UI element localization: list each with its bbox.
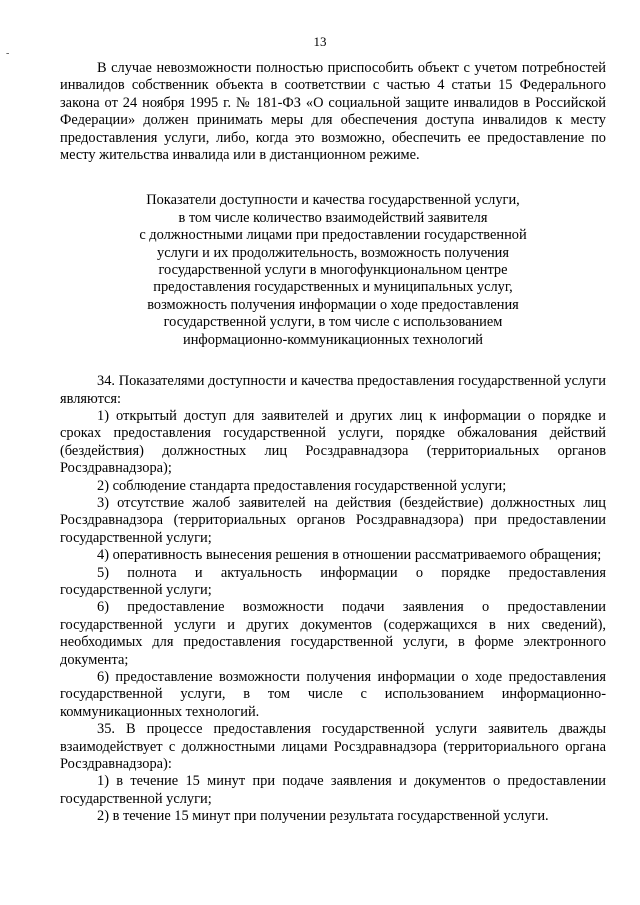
list-item: 6) предоставление возможности получения информации о ходе предоставления государственной услуги, в том числе с использованием информационно-коммуникационных технологий. <box>60 669 606 720</box>
clause-34-paragraph: 34. Показателями доступности и качества предоставления государственной услуги являются: <box>60 373 606 407</box>
heading-line: государственной услуги в многофункциональном центре <box>158 262 508 279</box>
clause-35-paragraph: 35. В процессе предоставления государственной услуги заявитель дважды взаимодействует с должностными лицами Росздравнадзора (территориального органа Росздравнадзора): <box>60 721 606 773</box>
heading-line: в том числе количество взаимодействий заявителя <box>178 209 488 226</box>
list-item: 2) в течение 15 минут при получении результата государственной услуги. <box>97 808 549 825</box>
heading-line: с должностными лицами при предоставлении государственной <box>139 227 527 244</box>
margin-mark: - <box>6 48 10 59</box>
list-item: 4) оперативность вынесения решения в отношении рассматриваемого обращения; <box>97 547 602 564</box>
heading-line: Показатели доступности и качества государственной услуги, <box>146 192 520 209</box>
list-item: 1) открытый доступ для заявителей и других лиц к информации о порядке и сроках предоставления государственной услуги, порядке обжалования действий (бездействия) должностных лиц Росздравнадзора (территориальных органов Росздравнадзора); <box>60 407 606 477</box>
section-heading <box>113 192 553 349</box>
list-item: 3) отсутствие жалоб заявителей на действия (бездействие) должностных лиц Росздравнадзора (территориальных органов Росздравнадзора) при предоставлении государственной услуги; <box>60 494 606 546</box>
page-number: 13 <box>313 34 327 49</box>
intro-paragraph: В случае невозможности полностью приспособить объект с учетом потребностей инвалидов собственник объекта в соответствии с частью 4 статьи 15 Федерального закона от 24 ноября 1995 г. № 181-ФЗ «О социальной защите инвалидов в Российской Федерации» должен принимать меры для обеспечения доступа инвалидов к месту предоставления услуги, либо, когда это возможно, обеспечить ее предоставление по месту жительства инвалида или в дистанционном режиме. <box>60 60 606 164</box>
list-item: 5) полнота и актуальность информации о порядке предоставления государственной услуги; <box>60 564 606 598</box>
list-item: 1) в течение 15 минут при подаче заявления и документов о предоставлении государственной услуги; <box>60 773 606 807</box>
document-body <box>60 60 606 826</box>
heading-line: предоставления государственных и муниципальных услуг, <box>153 279 513 296</box>
heading-line: возможность получения информации о ходе предоставления <box>147 296 519 313</box>
list-item: 2) соблюдение стандарта предоставления государственной услуги; <box>97 477 507 494</box>
list-item: 6) предоставление возможности подачи заявления о предоставлении государственной услуги и других документов (содержащихся в них сведений), необходимых для предоставления государственной услуги, в форме электронного документа; <box>60 599 606 668</box>
heading-line: информационно-коммуникационных технологий <box>183 331 483 348</box>
heading-line: государственной услуги, в том числе с использованием <box>163 314 503 331</box>
heading-line: услуги и их продолжительность, возможность получения <box>157 244 509 261</box>
